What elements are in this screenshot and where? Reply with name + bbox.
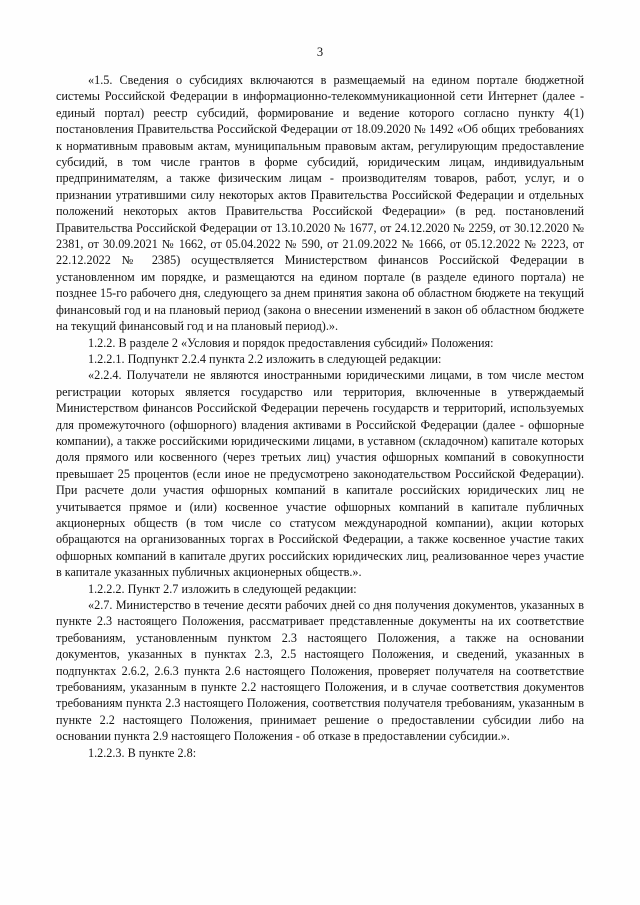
paragraph-1-5-subsidy-info: «1.5. Сведения о субсидиях включаются в размещаемый на едином портале бюджетной системы Российской Федерации в информационно-телекоммуникационной сети Интернет (далее - единый портал) реестр субсидий, формирование и ведение которого согласно пункту 4(1) постановления Правительства Российской Федерации от 18.09.2020 № 1492 «Об общих требованиях к нормативным правовым актам, муниципальным правовым актам, регулирующим предоставление субсидий, в том числе грантов в форме субсидий, юридическим лицам, индивидуальным предпринимателям, а также физическим лицам - производителям товаров, работ, услуг, и о признании утратившими силу некоторых актов Правительства Российской Федерации и отдельных положений некоторых актов Правительства Российской Федерации» (в ред. постановлений Правительства Российской Федерации от 13.10.2020 № 1677, от 24.12.2020 № 2259, от 30.12.2020 № 2381, от 30.09.2021 № 1662, от 05.04.2022 № 590, от 21.09.2022 № 1666, от 05.12.2022 № 2223, от 22.12.2022 № 2385) осуществляется Министерством финансов Российской Федерации в установленном им порядке, и размещаются на едином портале (в разделе единого портала) не позднее 15-го рабочего дня, следующего за днем принятия закона об областном бюджете на текущий финансовый год и на плановый период (закона о внесении изменений в закон об областном бюджете на текущий финансовый год и на плановый период).». [56,73,584,334]
paragraph-1-2-2-1: 1.2.2.1. Подпункт 2.2.4 пункта 2.2 изложить в следующей редакции: [88,351,442,366]
paragraph-1-2-2-3: 1.2.2.3. В пункте 2.8: [88,745,197,760]
paragraph-1-2-2-2: 1.2.2.2. Пункт 2.7 изложить в следующей редакции: [88,581,357,596]
page-number: 3 [316,45,324,59]
document-body [56,72,584,761]
paragraph-1-2-2-section-2: 1.2.2. В разделе 2 «Условия и порядок предоставления субсидий» Положения: [88,335,494,350]
paragraph-2-7-ministry-review: «2.7. Министерство в течение десяти рабочих дней со дня получения документов, указанных в пункте 2.3 настоящего Положения, рассматривает представленные документы на их соответствие требованиям, установленным пунктом 2.3 настоящего Положения, а также на основании документов, указанных в пунктах 2.3, 2.5 настоящего Положения, и сведений, указанных в подпунктах 2.6.2, 2.6.3 пункта 2.6 настоящего Положения, проверяет получателя на соответствие требованиям, указанным в пункте 2.2 настоящего Положения, и в случае соответствия документов требованиям пункта 2.3 настоящего Положения, соответствия получателя требованиям, указанным в пункте 2.2 настоящего Положения, принимает решение о предоставлении субсидии либо на основании пункта 2.9 настоящего Положения - об отказе в предоставлении субсидии.». [56,598,584,744]
paragraph-2-2-4-recipients: «2.2.4. Получатели не являются иностранными юридическими лицами, в том числе местом регистрации которых является государство или территория, включенные в утверждаемый Министерством финансов Российской Федерации перечень государств и территорий, используемых для промежуточного (офшорного) владения активами в Российской Федерации (далее - офшорные компании), а также российскими юридическими лицами, в уставном (складочном) капитале которых доля прямого или косвенного (через третьих лиц) участия офшорных компаний в совокупности превышает 25 процентов (если иное не предусмотрено законодательством Российской Федерации). При расчете доли участия офшорных компаний в капитале российских юридических лиц не учитывается прямое и (или) косвенное участие офшорных компаний в капитале публичных акционерных обществ (в том числе со статусом международной компании), акции которых обращаются на организованных торгах в Российской Федерации, а также косвенное участие таких офшорных компаний в капитале других российских юридических лиц, реализованное через участие в капитале указанных публичных акционерных обществ.». [56,368,584,580]
